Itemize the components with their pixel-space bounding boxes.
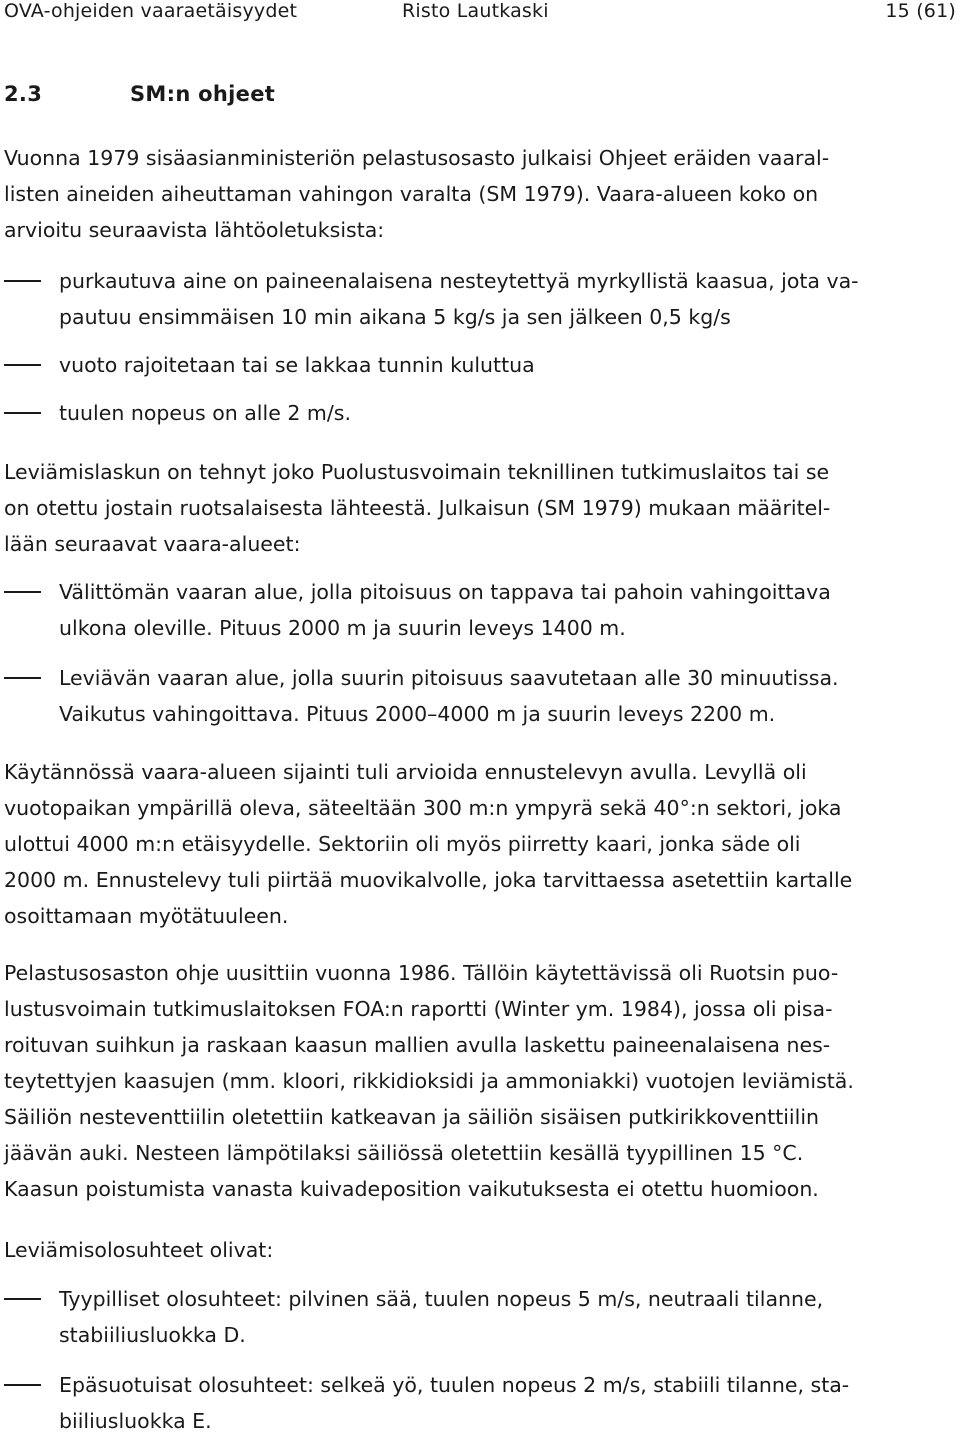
paragraph-line: on otettu jostain ruotsalaisesta lähteestä. Julkaisun (SM 1979) mukaan määritel- xyxy=(4,496,831,520)
page-header xyxy=(4,0,956,26)
section-number: 2.3 xyxy=(4,82,43,106)
list-item-line: ulkona oleville. Pituus 2000 m ja suurin leveys 1400 m. xyxy=(59,616,626,640)
header-author: Risto Lautkaski xyxy=(402,0,549,22)
list-item-line: tuulen nopeus on alle 2 m/s. xyxy=(59,401,351,425)
list-item-line: stabiiliusluokka D. xyxy=(59,1323,246,1347)
dash-bullet xyxy=(4,1298,41,1300)
paragraph-line: listen aineiden aiheuttaman vahingon varalta (SM 1979). Vaara-alueen koko on xyxy=(4,182,819,206)
list-item-line: Leviävän vaaran alue, jolla suurin pitoisuus saavutetaan alle 30 minuutissa. xyxy=(59,666,839,690)
paragraph-line: Käytännössä vaara-alueen sijainti tuli arvioida ennustelevyn avulla. Levyllä oli xyxy=(4,760,807,784)
paragraph-intro xyxy=(4,140,956,248)
paragraph-conditions-intro xyxy=(4,1232,956,1268)
paragraph-line: vuotopaikan ympärillä oleva, säteeltään 300 m:n ympyrä sekä 40°:n sektori, joka xyxy=(4,796,842,820)
list-item-line: Tyypilliset olosuhteet: pilvinen sää, tuulen nopeus 5 m/s, neutraali tilanne, xyxy=(59,1287,824,1311)
paragraph-line: teytettyjen kaasujen (mm. kloori, rikkidioksidi ja ammoniakki) vuotojen leviämistä. xyxy=(4,1069,854,1093)
header-page-number: 15 (61) xyxy=(885,0,956,22)
paragraph-line: Kaasun poistumista vanasta kuivadeposition vaikutuksesta ei otettu huomioon. xyxy=(4,1177,819,1201)
paragraph-calculation xyxy=(4,454,956,562)
paragraph-line: lustusvoimain tutkimuslaitoksen FOA:n raportti (Winter ym. 1984), jossa oli pisa- xyxy=(4,997,833,1021)
paragraph-line: lään seuraavat vaara-alueet: xyxy=(4,532,301,556)
list-item-line: purkautuva aine on paineenalaisena nesteytettyä myrkyllistä kaasua, jota va- xyxy=(59,269,859,293)
paragraph-line: Säiliön nesteventtiilin oletettiin katkeavan ja säiliön sisäisen putkirikkoventtiilin xyxy=(4,1105,820,1129)
paragraph-line: Leviämislaskun on tehnyt joko Puolustusvoimain teknillinen tutkimuslaitos tai se xyxy=(4,460,830,484)
list-item-line: Välittömän vaaran alue, jolla pitoisuus on tappava tai pahoin vahingoittava xyxy=(59,580,831,604)
list-item-line: Vaikutus vahingoittava. Pituus 2000–4000 m ja suurin leveys 2200 m. xyxy=(59,702,776,726)
paragraph-forecast-plate xyxy=(4,754,956,934)
paragraph-line: Pelastusosaston ohje uusittiin vuonna 1986. Tällöin käytettävissä oli Ruotsin puo- xyxy=(4,961,839,985)
dash-bullet xyxy=(4,591,41,593)
paragraph-revision-1986 xyxy=(4,955,956,1207)
list-item-line: biiliusluokka E. xyxy=(59,1409,212,1433)
paragraph-line: 2000 m. Ennustelevy tuli piirtää muovikalvolle, joka tarvittaessa asetettiin kartalle xyxy=(4,868,853,892)
dash-bullet xyxy=(4,364,41,366)
section-title: SM:n ohjeet xyxy=(130,82,276,106)
header-title: OVA-ohjeiden vaaraetäisyydet xyxy=(4,0,298,22)
paragraph-line: jäävän auki. Nesteen lämpötilaksi säiliössä oletettiin kesällä tyypillinen 15 °C. xyxy=(4,1141,804,1165)
paragraph-line: ulottui 4000 m:n etäisyydelle. Sektoriin oli myös piirretty kaari, jonka säde oli xyxy=(4,832,801,856)
paragraph-line: roituvan suihkun ja raskaan kaasun mallien avulla laskettu paineenalaisena nes- xyxy=(4,1033,831,1057)
dash-bullet xyxy=(4,412,41,414)
section-heading xyxy=(4,82,275,106)
paragraph-line: arvioitu seuraavista lähtöoletuksista: xyxy=(4,218,385,242)
paragraph-line: Vuonna 1979 sisäasianministeriön pelastusosasto julkaisi Ohjeet eräiden vaaral- xyxy=(4,146,830,170)
list-item-line: pautuu ensimmäisen 10 min aikana 5 kg/s ja sen jälkeen 0,5 kg/s xyxy=(59,305,731,329)
list-item-line: vuoto rajoitetaan tai se lakkaa tunnin kuluttua xyxy=(59,353,535,377)
list-item-line: Epäsuotuisat olosuhteet: selkeä yö, tuulen nopeus 2 m/s, stabiili tilanne, sta- xyxy=(59,1373,850,1397)
paragraph-line: Leviämisolosuhteet olivat: xyxy=(4,1238,274,1262)
paragraph-line: osoittamaan myötätuuleen. xyxy=(4,904,289,928)
dash-bullet xyxy=(4,280,41,282)
dash-bullet xyxy=(4,1384,41,1386)
dash-bullet xyxy=(4,677,41,679)
